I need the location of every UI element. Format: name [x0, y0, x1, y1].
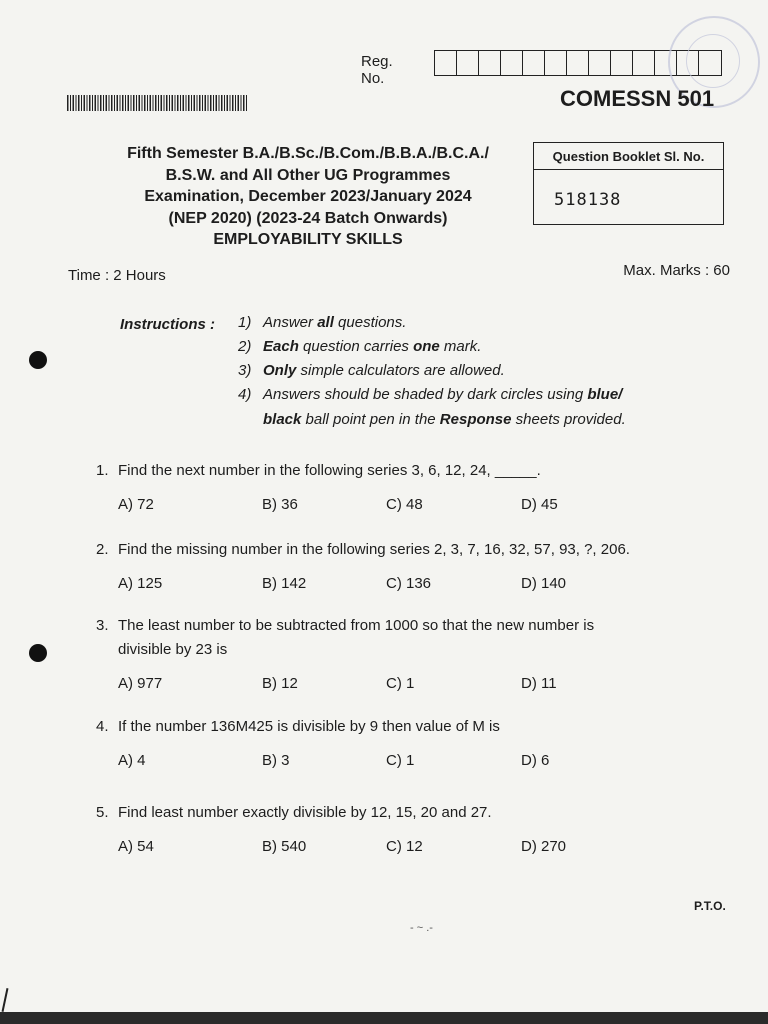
instruction-number: 1) [238, 314, 252, 331]
title-line: B.S.W. and All Other UG Programmes [165, 166, 451, 184]
question-text: Find least number exactly divisible by 12, 15, 20 and 27. [118, 804, 492, 821]
question-number: 2. [96, 541, 109, 558]
reg-digit-box [633, 51, 655, 75]
emphasis-text: one [413, 338, 440, 355]
title-line: Examination, December 2023/January 2024 [144, 188, 472, 205]
question-text: divisible by 23 is [118, 641, 228, 658]
instruction-number: 4) [238, 386, 252, 403]
answer-option: D) 270 [521, 838, 567, 855]
title-line: Fifth Semester B.A./B.Sc./B.Com./B.B.A./B.C.A./ [127, 145, 489, 162]
answer-option: B) 36 [262, 496, 298, 513]
instruction-text: simple calculators are allowed. [296, 362, 505, 379]
question-text: Find the missing number in the following series 2, 3, 7, 16, 32, 57, 93, ?, 206. [118, 541, 630, 558]
instruction-item [238, 338, 481, 355]
instruction-item [238, 314, 406, 331]
scan-edge [0, 1012, 768, 1024]
reg-digit-box [611, 51, 633, 75]
answer-option: D) 45 [521, 496, 558, 513]
question-number: 5. [96, 804, 109, 821]
reg-digit-box [567, 51, 589, 75]
exam-title [88, 143, 528, 251]
title-line: EMPLOYABILITY SKILLS [213, 231, 403, 248]
reg-digit-box [523, 51, 545, 75]
emphasis-text: Each [263, 338, 299, 355]
answer-option: C) 48 [386, 496, 423, 513]
reg-label: Reg. No. [361, 53, 393, 87]
instruction-text: sheets provided. [511, 411, 626, 428]
title-line: (NEP 2020) (2023-24 Batch Onwards) [168, 209, 448, 227]
question-text: Find the next number in the following series 3, 6, 12, 24, _____. [118, 462, 541, 479]
answer-option: A) 125 [118, 575, 163, 592]
barcode [67, 95, 247, 111]
answer-option: C) 12 [386, 838, 423, 855]
question-number: 1. [96, 462, 109, 479]
answer-option: B) 12 [262, 675, 298, 692]
answer-option: C) 136 [386, 575, 432, 592]
booklet-number: 518138 [554, 190, 622, 210]
answer-option: B) 3 [262, 752, 290, 769]
question-text: The least number to be subtracted from 1000 so that the new number is [118, 617, 595, 634]
instruction-text: mark. [439, 338, 482, 355]
emphasis-text: all [317, 314, 334, 331]
reg-digit-box [501, 51, 523, 75]
punch-hole [29, 644, 47, 662]
instruction-text: question carries [298, 338, 414, 355]
answer-option: C) 1 [386, 752, 415, 769]
emphasis-text: Only [263, 362, 297, 379]
instruction-text: Answer [263, 314, 318, 331]
max-marks: Max. Marks : 60 [623, 262, 730, 279]
emphasis-text: Response [439, 411, 512, 428]
emphasis-text: black [263, 411, 302, 428]
reg-digit-box [589, 51, 611, 75]
paper-code: COMESSN 501 [560, 86, 715, 111]
instruction-number: 2) [238, 338, 252, 355]
page-edge-mark [2, 988, 9, 1012]
instruction-text: Answers should be shaded by dark circles using [263, 386, 588, 403]
booklet-serial-box [533, 142, 724, 225]
emphasis-text: blue/ [587, 386, 623, 403]
pto-label: P.T.O. [694, 899, 726, 913]
answer-option: D) 6 [521, 752, 550, 769]
answer-option: D) 140 [521, 575, 567, 592]
instruction-item [238, 386, 622, 403]
instruction-number: 3) [238, 362, 252, 379]
reg-digit-box [479, 51, 501, 75]
instruction-text: questions. [333, 314, 407, 331]
ink-smudge: - ~ .- [410, 922, 433, 934]
question-text: If the number 136M425 is divisible by 9 then value of M is [118, 718, 500, 735]
answer-option: B) 142 [262, 575, 307, 592]
answer-option: D) 11 [521, 675, 557, 692]
answer-option: A) 4 [118, 752, 146, 769]
instruction-text: ball point pen in the [301, 411, 440, 428]
answer-option: A) 977 [118, 675, 163, 692]
time-allowed: Time : 2 Hours [68, 267, 166, 284]
reg-digit-box [545, 51, 567, 75]
instruction-item [238, 362, 505, 379]
instructions-label: Instructions : [120, 316, 216, 333]
answer-option: B) 540 [262, 838, 307, 855]
reg-digit-box [457, 51, 479, 75]
punch-hole [29, 351, 47, 369]
answer-option: A) 54 [118, 838, 154, 855]
question-number: 4. [96, 718, 109, 735]
answer-option: A) 72 [118, 496, 154, 513]
question-number: 3. [96, 617, 109, 634]
instruction-continuation [263, 411, 626, 428]
answer-option: C) 1 [386, 675, 415, 692]
booklet-label: Question Booklet Sl. No. [534, 143, 723, 170]
reg-digit-box [435, 51, 457, 75]
